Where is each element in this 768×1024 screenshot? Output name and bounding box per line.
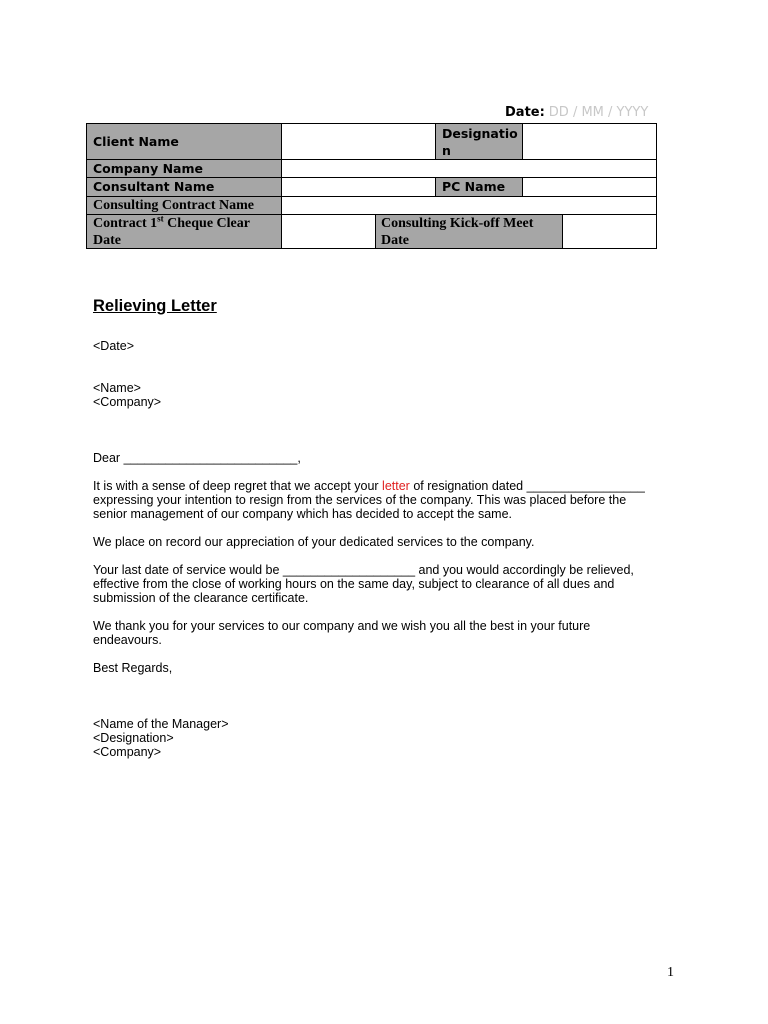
letter-title: Relieving Letter bbox=[93, 297, 217, 315]
company-name-label: Company Name bbox=[93, 161, 203, 176]
client-name-label-cell bbox=[86, 123, 282, 160]
consultant-name-field[interactable] bbox=[281, 177, 436, 197]
client-name-field[interactable] bbox=[281, 123, 436, 160]
date-label: Date: bbox=[505, 105, 545, 120]
date-header bbox=[505, 105, 648, 120]
client-name-label: Client Name bbox=[93, 134, 179, 149]
consultant-name-label: Consultant Name bbox=[93, 179, 215, 194]
manager-name: <Name of the Manager> bbox=[93, 717, 229, 731]
page-number: 1 bbox=[667, 965, 674, 980]
salutation: Dear _________________________, bbox=[93, 451, 301, 465]
paragraph-3-line-1: Your last date of service would be ___________________ and you would accordingly be relieved, bbox=[93, 563, 634, 577]
designation-label-1: Designatio bbox=[442, 126, 518, 141]
paragraph-1-line-3: senior management of our company which has decided to accept the same. bbox=[93, 507, 512, 521]
date-placeholder: DD / MM / YYYY bbox=[548, 105, 649, 120]
paragraph-3-line-3: submission of the clearance certificate. bbox=[93, 591, 309, 605]
closing-regards: Best Regards, bbox=[93, 661, 173, 675]
recipient-company: <Company> bbox=[93, 395, 162, 409]
cheque-date-label-1: Contract 1st Cheque Clear bbox=[93, 213, 250, 231]
company-name-label-cell bbox=[86, 159, 282, 178]
paragraph-4-line-2: endeavours. bbox=[93, 633, 162, 647]
pc-name-label: PC Name bbox=[442, 179, 506, 194]
paragraph-1-line-2: expressing your intention to resign from the services of the company. This was placed before the bbox=[93, 493, 627, 507]
paragraph-2: We place on record our appreciation of your dedicated services to the company. bbox=[93, 535, 535, 549]
designation-label-2: n bbox=[442, 143, 451, 158]
kickoff-date-label-1: Consulting Kick-off Meet bbox=[381, 216, 534, 231]
cheque-date-field[interactable] bbox=[281, 214, 376, 249]
pc-name-label-cell bbox=[435, 177, 523, 197]
kickoff-date-label-2: Date bbox=[381, 233, 409, 248]
contract-name-field[interactable] bbox=[281, 196, 657, 215]
paragraph-4-line-1: We thank you for your services to our company and we wish you all the best in your future bbox=[93, 619, 591, 633]
manager-designation: <Designation> bbox=[93, 731, 174, 745]
recipient-name: <Name> bbox=[93, 381, 141, 395]
cheque-date-label-cell bbox=[86, 214, 282, 249]
manager-company: <Company> bbox=[93, 745, 162, 759]
contract-name-label: Consulting Contract Name bbox=[93, 198, 254, 213]
paragraph-3-line-2: effective from the close of working hours on the same day, subject to clearance of all dues and bbox=[93, 577, 615, 591]
kickoff-date-label-cell bbox=[375, 214, 563, 249]
pc-name-field[interactable] bbox=[522, 177, 657, 197]
highlighted-word: letter bbox=[382, 479, 410, 493]
kickoff-date-field[interactable] bbox=[562, 214, 657, 249]
designation-label-cell bbox=[435, 123, 523, 160]
cheque-date-label-2: Date bbox=[93, 233, 121, 248]
letter-date: <Date> bbox=[93, 339, 135, 353]
consultant-name-label-cell bbox=[86, 177, 282, 197]
paragraph-1-line-1: It is with a sense of deep regret that we accept your letter of resignation dated _________________ bbox=[93, 479, 645, 493]
contract-name-label-cell bbox=[86, 196, 282, 215]
company-name-field[interactable] bbox=[281, 159, 657, 178]
designation-field[interactable] bbox=[522, 123, 657, 160]
